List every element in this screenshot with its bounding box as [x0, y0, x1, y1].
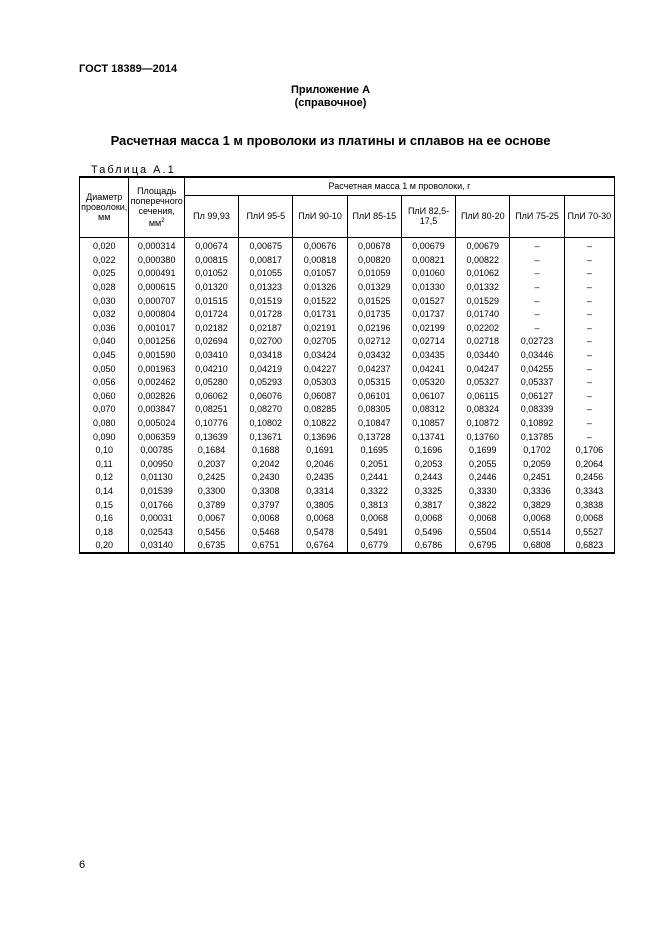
- table-cell: 0,0068: [564, 511, 614, 525]
- table-cell: 0,0068: [456, 511, 510, 525]
- header-area-superscript: 2: [161, 218, 165, 225]
- header-mass-group: Расчетная масса 1 м проволоки, г: [184, 177, 614, 195]
- table-cell: 0,0068: [293, 511, 347, 525]
- table-cell: 0,13671: [239, 430, 293, 444]
- table-cell: 0,3322: [347, 484, 401, 498]
- table-cell: 0,00815: [184, 253, 238, 267]
- header-diameter: Диаметр проволоки, мм: [80, 177, 129, 237]
- table-cell: –: [564, 348, 614, 362]
- table-cell: 0,3817: [401, 498, 455, 512]
- table-cell: 0,04210: [184, 362, 238, 376]
- table-cell: 0,01529: [456, 294, 510, 308]
- table-cell: 0,022: [80, 253, 129, 267]
- table-cell: 0,10776: [184, 416, 238, 430]
- table-cell: 0,000380: [129, 253, 184, 267]
- table-cell: 0,01522: [293, 294, 347, 308]
- table-cell: 0,01323: [239, 280, 293, 294]
- table-cell: 0,2037: [184, 457, 238, 471]
- table-cell: 0,00674: [184, 237, 238, 253]
- table-cell: 0,10802: [239, 416, 293, 430]
- table-row: [80, 253, 615, 267]
- table-cell: 0,00820: [347, 253, 401, 267]
- table-cell: 0,02705: [293, 335, 347, 349]
- table-cell: 0,06076: [239, 389, 293, 403]
- table-cell: 0,6786: [401, 539, 455, 554]
- table-cell: 0,000615: [129, 280, 184, 294]
- table-cell: 0,02712: [347, 335, 401, 349]
- table-cell: 0,1699: [456, 443, 510, 457]
- table-cell: 0,00817: [239, 253, 293, 267]
- table-cell: 0,03140: [129, 539, 184, 554]
- table-cell: –: [564, 267, 614, 281]
- table-cell: 0,001963: [129, 362, 184, 376]
- table-cell: 0,02182: [184, 321, 238, 335]
- table-cell: 0,6823: [564, 539, 614, 554]
- table-cell: 0,5491: [347, 525, 401, 539]
- table-cell: 0,2441: [347, 471, 401, 485]
- table-cell: 0,06101: [347, 389, 401, 403]
- table-cell: 0,001256: [129, 335, 184, 349]
- table-cell: 0,050: [80, 362, 129, 376]
- table-cell: 0,10: [80, 443, 129, 457]
- table-cell: 0,01326: [293, 280, 347, 294]
- table-cell: –: [564, 362, 614, 376]
- table-cell: 0,05337: [510, 375, 564, 389]
- table-row: [80, 443, 615, 457]
- table-cell: 0,00675: [239, 237, 293, 253]
- table-cell: 0,04241: [401, 362, 455, 376]
- table-cell: 0,000707: [129, 294, 184, 308]
- table-cell: 0,20: [80, 539, 129, 554]
- table-cell: 0,2425: [184, 471, 238, 485]
- table-row: [80, 307, 615, 321]
- table-row: [80, 430, 615, 444]
- table-cell: 0,1706: [564, 443, 614, 457]
- table-cell: 0,002462: [129, 375, 184, 389]
- table-cell: 0,6735: [184, 539, 238, 554]
- table-cell: 0,0068: [239, 511, 293, 525]
- appendix-type: (справочное): [294, 97, 367, 109]
- table-cell: 0,6764: [293, 539, 347, 554]
- table-cell: 0,00678: [347, 237, 401, 253]
- appendix-title: Приложение А: [290, 84, 371, 96]
- table-cell: 0,001017: [129, 321, 184, 335]
- table-cell: 0,056: [80, 375, 129, 389]
- table-cell: 0,2443: [401, 471, 455, 485]
- table-cell: –: [564, 237, 614, 253]
- table-cell: 0,2055: [456, 457, 510, 471]
- header-alloy: ПлИ 95-5: [239, 195, 293, 237]
- table-cell: 0,01737: [401, 307, 455, 321]
- table-cell: 0,01330: [401, 280, 455, 294]
- table-cell: 0,1695: [347, 443, 401, 457]
- table-cell: 0,10847: [347, 416, 401, 430]
- table-cell: 0,00676: [293, 237, 347, 253]
- table-cell: –: [564, 335, 614, 349]
- table-cell: 0,04237: [347, 362, 401, 376]
- table-cell: 0,3829: [510, 498, 564, 512]
- header-alloy: ПлИ 70-30: [564, 195, 614, 237]
- table-cell: 0,03432: [347, 348, 401, 362]
- table-cell: 0,6779: [347, 539, 401, 554]
- table-cell: –: [510, 307, 564, 321]
- table-cell: 0,11: [80, 457, 129, 471]
- table-row: [80, 362, 615, 376]
- table-cell: –: [564, 375, 614, 389]
- table-cell: 0,060: [80, 389, 129, 403]
- table-cell: 0,01728: [239, 307, 293, 321]
- table-cell: 0,5527: [564, 525, 614, 539]
- table-cell: 0,01740: [456, 307, 510, 321]
- table-cell: 0,05315: [347, 375, 401, 389]
- table-cell: 0,020: [80, 237, 129, 253]
- table-row: [80, 471, 615, 485]
- table-row: [80, 348, 615, 362]
- table-cell: 0,006359: [129, 430, 184, 444]
- table-cell: 0,02199: [401, 321, 455, 335]
- table-cell: 0,13728: [347, 430, 401, 444]
- table-row: [80, 280, 615, 294]
- table-cell: 0,06127: [510, 389, 564, 403]
- table-cell: 0,5504: [456, 525, 510, 539]
- table-cell: 0,030: [80, 294, 129, 308]
- table-cell: –: [564, 403, 614, 417]
- table-cell: 0,025: [80, 267, 129, 281]
- table-cell: 0,3805: [293, 498, 347, 512]
- table-cell: 0,01059: [347, 267, 401, 281]
- table-cell: 0,00679: [401, 237, 455, 253]
- table-row: [80, 403, 615, 417]
- table-cell: 0,2059: [510, 457, 564, 471]
- table-cell: –: [510, 253, 564, 267]
- table-cell: 0,03435: [401, 348, 455, 362]
- table-cell: 0,3822: [456, 498, 510, 512]
- table-cell: 0,01525: [347, 294, 401, 308]
- table-cell: 0,000314: [129, 237, 184, 253]
- table-cell: –: [564, 416, 614, 430]
- table-row: [80, 457, 615, 471]
- table-cell: 0,0068: [401, 511, 455, 525]
- table-cell: 0,3789: [184, 498, 238, 512]
- page-title: Расчетная масса 1 м проволоки из платины и сплавов на ее основе: [110, 133, 551, 148]
- table-cell: 0,2051: [347, 457, 401, 471]
- table-cell: 0,03446: [510, 348, 564, 362]
- table-cell: 0,0067: [184, 511, 238, 525]
- header-alloy: ПлИ 75-25: [510, 195, 564, 237]
- table-cell: 0,5514: [510, 525, 564, 539]
- wire-mass-table: [79, 176, 615, 554]
- table-cell: 0,01527: [401, 294, 455, 308]
- table-cell: 0,08312: [401, 403, 455, 417]
- table-cell: 0,01320: [184, 280, 238, 294]
- table-cell: 0,02543: [129, 525, 184, 539]
- table-body: [80, 237, 615, 553]
- table-cell: 0,05280: [184, 375, 238, 389]
- table-cell: 0,16: [80, 511, 129, 525]
- table-cell: 0,06062: [184, 389, 238, 403]
- table-cell: 0,04247: [456, 362, 510, 376]
- table-row: [80, 525, 615, 539]
- table-cell: 0,13696: [293, 430, 347, 444]
- table-cell: 0,3343: [564, 484, 614, 498]
- table-cell: 0,15: [80, 498, 129, 512]
- table-cell: 0,01052: [184, 267, 238, 281]
- table-cell: 0,01731: [293, 307, 347, 321]
- table-cell: 0,05303: [293, 375, 347, 389]
- table-cell: 0,070: [80, 403, 129, 417]
- table-row: [80, 484, 615, 498]
- table-row: [80, 321, 615, 335]
- table-row: [80, 416, 615, 430]
- table-cell: 0,090: [80, 430, 129, 444]
- table-cell: 0,1691: [293, 443, 347, 457]
- table-cell: 0,00950: [129, 457, 184, 471]
- table-cell: 0,5496: [401, 525, 455, 539]
- header-alloy: ПлИ 80-20: [456, 195, 510, 237]
- table-cell: –: [510, 280, 564, 294]
- table-cell: 0,01724: [184, 307, 238, 321]
- table-cell: 0,001590: [129, 348, 184, 362]
- table-row: [80, 237, 615, 253]
- table-cell: 0,13639: [184, 430, 238, 444]
- table-cell: 0,1702: [510, 443, 564, 457]
- table-cell: –: [510, 267, 564, 281]
- table-cell: 0,02723: [510, 335, 564, 349]
- table-row: [80, 375, 615, 389]
- table-cell: 0,06087: [293, 389, 347, 403]
- table-row: [80, 498, 615, 512]
- table-cell: 0,06115: [456, 389, 510, 403]
- header-area: [129, 177, 184, 237]
- table-cell: 0,08270: [239, 403, 293, 417]
- table-cell: 0,00031: [129, 511, 184, 525]
- table-cell: 0,040: [80, 335, 129, 349]
- table-cell: 0,002826: [129, 389, 184, 403]
- table-cell: 0,08251: [184, 403, 238, 417]
- table-cell: 0,2042: [239, 457, 293, 471]
- table-cell: 0,01332: [456, 280, 510, 294]
- table-cell: –: [510, 294, 564, 308]
- table-cell: 0,00822: [456, 253, 510, 267]
- table-cell: –: [510, 237, 564, 253]
- table-cell: 0,01515: [184, 294, 238, 308]
- table-cell: 0,13785: [510, 430, 564, 444]
- table-cell: 0,01060: [401, 267, 455, 281]
- table-cell: –: [564, 307, 614, 321]
- table-cell: 0,028: [80, 280, 129, 294]
- table-cell: 0,2456: [564, 471, 614, 485]
- table-cell: 0,5468: [239, 525, 293, 539]
- table-cell: 0,3314: [293, 484, 347, 498]
- table-cell: 0,03424: [293, 348, 347, 362]
- table-cell: 0,3330: [456, 484, 510, 498]
- header-alloy: Пл 99,93: [184, 195, 238, 237]
- table-cell: 0,01735: [347, 307, 401, 321]
- table-cell: 0,06107: [401, 389, 455, 403]
- table-cell: 0,003847: [129, 403, 184, 417]
- table-cell: 0,5456: [184, 525, 238, 539]
- table-cell: –: [564, 430, 614, 444]
- table-cell: 0,2446: [456, 471, 510, 485]
- table-cell: 0,02700: [239, 335, 293, 349]
- table-cell: 0,3325: [401, 484, 455, 498]
- table-cell: 0,00785: [129, 443, 184, 457]
- table-cell: 0,05293: [239, 375, 293, 389]
- table-row: [80, 267, 615, 281]
- table-cell: 0,0068: [510, 511, 564, 525]
- table-label: Таблица А.1: [91, 164, 176, 176]
- table-cell: 0,02196: [347, 321, 401, 335]
- table-cell: 0,08285: [293, 403, 347, 417]
- table-cell: 0,03440: [456, 348, 510, 362]
- table-cell: –: [564, 294, 614, 308]
- table-cell: 0,05320: [401, 375, 455, 389]
- table-cell: –: [510, 321, 564, 335]
- table-cell: 0,01329: [347, 280, 401, 294]
- table-cell: 0,10872: [456, 416, 510, 430]
- table-cell: 0,03418: [239, 348, 293, 362]
- table-cell: 0,00818: [293, 253, 347, 267]
- table-cell: 0,02202: [456, 321, 510, 335]
- document-code: ГОСТ 18389—2014: [79, 63, 178, 75]
- table-cell: 0,13741: [401, 430, 455, 444]
- table-cell: 0,02187: [239, 321, 293, 335]
- table-cell: 0,3336: [510, 484, 564, 498]
- table-cell: 0,02191: [293, 321, 347, 335]
- table-cell: 0,5478: [293, 525, 347, 539]
- table-cell: 0,14: [80, 484, 129, 498]
- table-cell: 0,000491: [129, 267, 184, 281]
- header-alloy: ПлИ 85-15: [347, 195, 401, 237]
- table-cell: 0,2451: [510, 471, 564, 485]
- table-cell: 0,2046: [293, 457, 347, 471]
- table-cell: 0,036: [80, 321, 129, 335]
- table-cell: 0,3813: [347, 498, 401, 512]
- table-cell: 0,18: [80, 525, 129, 539]
- table-cell: 0,01130: [129, 471, 184, 485]
- table-cell: 0,02694: [184, 335, 238, 349]
- table-cell: 0,3797: [239, 498, 293, 512]
- table-cell: 0,04227: [293, 362, 347, 376]
- table-cell: 0,2430: [239, 471, 293, 485]
- table-cell: 0,3300: [184, 484, 238, 498]
- table-cell: –: [564, 280, 614, 294]
- table-cell: –: [564, 321, 614, 335]
- table-cell: 0,00821: [401, 253, 455, 267]
- table-cell: 0,2435: [293, 471, 347, 485]
- header-area-text: Площадь поперечного сечения, мм: [130, 186, 183, 229]
- table-cell: 0,005024: [129, 416, 184, 430]
- table-cell: 0,12: [80, 471, 129, 485]
- table-cell: 0,04219: [239, 362, 293, 376]
- table-cell: 0,10857: [401, 416, 455, 430]
- table-cell: 0,6808: [510, 539, 564, 554]
- table-cell: 0,1684: [184, 443, 238, 457]
- table-cell: 0,045: [80, 348, 129, 362]
- table-cell: 0,2064: [564, 457, 614, 471]
- table-row: [80, 539, 615, 554]
- table-cell: 0,01766: [129, 498, 184, 512]
- table-cell: 0,02718: [456, 335, 510, 349]
- table-row: [80, 389, 615, 403]
- table-cell: 0,03410: [184, 348, 238, 362]
- table-cell: 0,1696: [401, 443, 455, 457]
- table-cell: 0,01539: [129, 484, 184, 498]
- page-number: 6: [79, 859, 86, 871]
- table-cell: 0,0068: [347, 511, 401, 525]
- table-cell: 0,02714: [401, 335, 455, 349]
- table-cell: –: [564, 253, 614, 267]
- table-cell: 0,05327: [456, 375, 510, 389]
- table-cell: 0,04255: [510, 362, 564, 376]
- table-row: [80, 294, 615, 308]
- table-cell: 0,00679: [456, 237, 510, 253]
- appendix-heading: [0, 84, 661, 110]
- table-cell: 0,032: [80, 307, 129, 321]
- table-cell: 0,3308: [239, 484, 293, 498]
- table-cell: –: [564, 389, 614, 403]
- table-cell: 0,08305: [347, 403, 401, 417]
- table-cell: 0,10892: [510, 416, 564, 430]
- table-cell: 0,08339: [510, 403, 564, 417]
- table-cell: 0,13760: [456, 430, 510, 444]
- table-row: [80, 511, 615, 525]
- table-cell: 0,01519: [239, 294, 293, 308]
- table-cell: 0,6795: [456, 539, 510, 554]
- table-cell: 0,01062: [456, 267, 510, 281]
- table-cell: 0,01057: [293, 267, 347, 281]
- table-cell: 0,10822: [293, 416, 347, 430]
- header-alloy: ПлИ 82,5-17,5: [401, 195, 455, 237]
- table-cell: 0,08324: [456, 403, 510, 417]
- table-cell: 0,2053: [401, 457, 455, 471]
- table-row: [80, 335, 615, 349]
- table-cell: 0,1688: [239, 443, 293, 457]
- table-cell: 0,6751: [239, 539, 293, 554]
- table-cell: 0,01055: [239, 267, 293, 281]
- table-cell: 0,080: [80, 416, 129, 430]
- header-alloy: ПлИ 90-10: [293, 195, 347, 237]
- table-cell: 0,3838: [564, 498, 614, 512]
- table-cell: 0,000804: [129, 307, 184, 321]
